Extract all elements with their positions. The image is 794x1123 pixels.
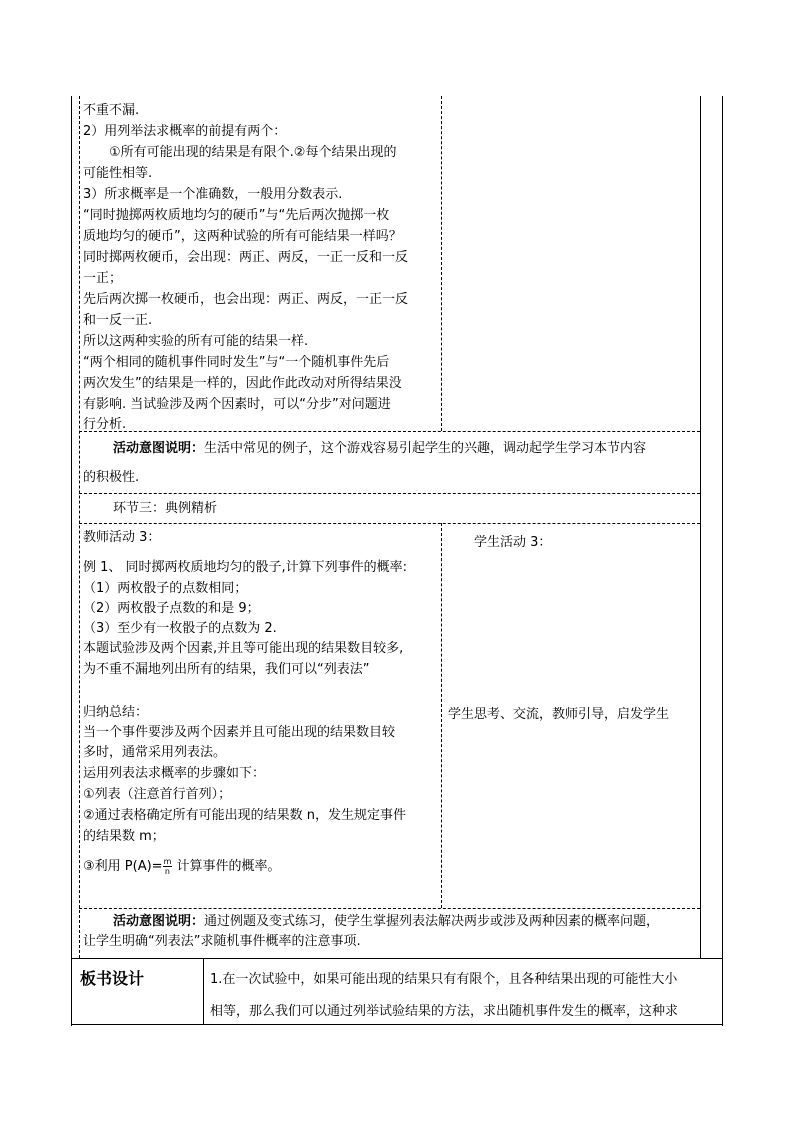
text-line: 先后两次掷一枚硬币，也会出现：两正、两反，一正一反 bbox=[83, 292, 409, 307]
example-line: 本题试验涉及两个因素,并且等可能出现的结果数目较多, bbox=[83, 641, 404, 656]
teacher-heading: 教师活动 3： bbox=[83, 530, 161, 545]
text-line: ①所有可能出现的结果是有限个.②每个结果出现的 bbox=[83, 145, 397, 160]
summary-line: ①列表（注意首行首列）； bbox=[83, 787, 232, 802]
board-text-line-1: 1.在一次试验中，如果可能出现的结果只有有限个，且各种结果出现的可能性大小 bbox=[210, 972, 678, 987]
board-text-line-2: 相等，那么我们可以通过列举试验结果的方法，求出随机事件发生的概率，这种求 bbox=[210, 1004, 679, 1019]
formula-prefix: ③利用 P(A)= bbox=[83, 859, 163, 874]
text-line: 一正； bbox=[83, 271, 123, 286]
summary-line: 运用列表法求概率的步骤如下： bbox=[83, 766, 266, 781]
text-line: 3）所求概率是一个准确数，一般用分数表示. bbox=[83, 187, 343, 202]
formula-suffix: 计算事件的概率。 bbox=[172, 859, 281, 874]
student-text: 学生思考、交流，教师引导，启发学生 bbox=[448, 707, 670, 722]
fraction-numerator: m bbox=[163, 857, 172, 866]
row-divider-4 bbox=[79, 908, 700, 909]
summary-line: 多时，通常采用列表法。 bbox=[83, 745, 227, 760]
intent-text: 通过例题及变式练习，使学生掌握列表法解决两步或涉及两种因素的概率问题， bbox=[204, 914, 660, 929]
student-heading: 学生活动 3： bbox=[474, 535, 552, 550]
section-title: 环节三：典例精析 bbox=[113, 501, 218, 516]
intent-line-1 bbox=[113, 438, 646, 459]
summary-line: 当一个事件要涉及两个因素并且可能出现的结果数目较 bbox=[83, 725, 396, 740]
outer-left-border bbox=[71, 96, 72, 1026]
text-line: 不重不漏. bbox=[83, 103, 140, 118]
text-line: 质地均匀的硬币”，这两种试验的所有可能结果一样吗？ bbox=[83, 229, 402, 244]
intent-line-2: 的积极性. bbox=[83, 470, 140, 485]
text-line: 所以这两种实验的所有可能的结果一样. bbox=[83, 334, 309, 349]
example-line: 为不重不漏地列出所有的结果，我们可以“列表法” bbox=[83, 662, 370, 677]
row-divider-2 bbox=[79, 493, 700, 494]
summary-line: 归纳总结： bbox=[83, 705, 149, 720]
row-divider-3 bbox=[79, 523, 700, 524]
intent-line-2: 让学生明确“列表法”求随机事件概率的注意事项. bbox=[83, 934, 361, 949]
example-line: （3）至少有一枚骰子的点数为 2. bbox=[83, 621, 277, 636]
board-bottom-border bbox=[71, 1024, 723, 1025]
text-line: 和一反一正. bbox=[83, 313, 153, 328]
example-line: 例 1、 同时掷两枚质地均匀的骰子,计算下列事件的概率: bbox=[83, 560, 408, 575]
inner-right-border bbox=[700, 96, 701, 958]
intent-label: 活动意图说明： bbox=[113, 441, 205, 456]
text-line: “两个相同的随机事件同时发生”与“一个随机事件先后 bbox=[83, 355, 390, 370]
text-line: 同时掷两枚硬币，会出现：两正、两反，一正一反和一反 bbox=[83, 250, 409, 265]
text-line: “同时抛掷两枚质地均匀的硬币”与“先后两次抛掷一枚 bbox=[83, 208, 390, 223]
text-line: 可能性相等. bbox=[83, 166, 153, 181]
summary-line: ②通过表格确定所有可能出现的结果数 n，发生规定事件 bbox=[83, 808, 407, 823]
inner-left-border bbox=[79, 96, 80, 958]
text-line: 2）用列举法求概率的前提有两个： bbox=[83, 124, 287, 139]
example-line: （2）两枚骰子点数的和是 9； bbox=[83, 601, 260, 616]
row-divider-1 bbox=[79, 431, 700, 432]
summary-line: 的结果数 m； bbox=[83, 829, 165, 844]
outer-right-border bbox=[722, 96, 723, 1026]
formula-line bbox=[83, 856, 281, 877]
column-divider-lower bbox=[441, 523, 442, 908]
example-line: （1）两枚骰子的点数相同； bbox=[83, 581, 248, 596]
fraction-m-over-n bbox=[163, 857, 173, 876]
board-top-border bbox=[71, 958, 723, 959]
intent-line-1 bbox=[113, 911, 659, 932]
intent-text: 生活中常见的例子，这个游戏容易引起学生的兴趣，调动起学生学习本节内容 bbox=[204, 441, 647, 456]
board-label: 板书设计 bbox=[80, 969, 145, 988]
column-divider-upper bbox=[441, 96, 442, 431]
fraction-denominator: n bbox=[164, 867, 170, 876]
board-divider bbox=[203, 958, 204, 1025]
text-line: 两次发生”的结果是一样的，因此作此改动对所得结果没 bbox=[83, 376, 402, 391]
text-line: 行分析. bbox=[83, 417, 127, 432]
intent-label: 活动意图说明： bbox=[113, 914, 205, 929]
text-line: 有影响. 当试验涉及两个因素时，可以“分步”对问题进 bbox=[83, 397, 391, 412]
